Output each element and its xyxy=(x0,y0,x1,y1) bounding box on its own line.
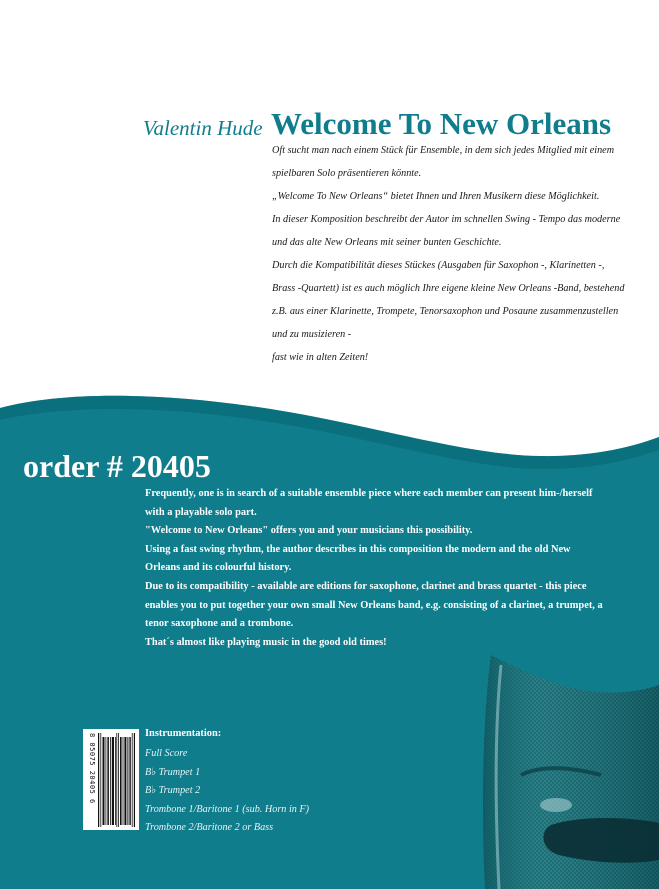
instrument-item: Trombone 1/Baritone 1 (sub. Horn in F) xyxy=(145,803,310,815)
author-name: Valentin Hude xyxy=(143,116,263,140)
german-line: In dieser Komposition beschreibt der Autor im schnellen Swing - Tempo das moderne xyxy=(272,214,621,225)
german-line: und das alte New Orleans mit seiner bunten Geschichte. xyxy=(272,237,502,248)
german-line: Durch die Kompatibilität dieses Stückes (Ausgaben für Saxophon -, Klarinetten -, xyxy=(272,260,605,271)
german-description xyxy=(272,142,652,372)
english-line: enables you to put together your own small New Orleans band, e.g. consisting of a clarinet, a trumpet, a xyxy=(145,599,603,611)
english-line: Using a fast swing rhythm, the author describes in this composition the modern and the old New xyxy=(145,543,571,555)
german-line: „Welcome To New Orleans“ bietet Ihnen und Ihren Musikern diese Möglichkeit. xyxy=(272,191,600,202)
german-line: fast wie in alten Zeiten! xyxy=(272,352,369,363)
german-line: spielbaren Solo präsentieren könnte. xyxy=(272,168,422,179)
instrument-item: Trombone 2/Baritone 2 or Bass xyxy=(145,822,274,833)
english-line: That´s almost like playing music in the good old times! xyxy=(145,636,387,648)
barcode-bars xyxy=(98,733,135,827)
english-line: "Welcome to New Orleans" offers you and your musicians this possibility. xyxy=(145,525,473,537)
english-description xyxy=(145,486,645,653)
german-line: Oft sucht man nach einem Stück für Ensemble, in dem sich jedes Mitglied mit einem xyxy=(272,145,615,156)
piece-title: Welcome To New Orleans xyxy=(271,106,612,141)
valve-highlight xyxy=(540,798,572,812)
german-line: Brass -Quartett) ist es auch möglich Ihre eigene kleine New Orleans -Band, bestehend xyxy=(272,283,625,294)
instrument-item: B♭ Trumpet 1 xyxy=(145,766,201,778)
english-line: Frequently, one is in search of a suitable ensemble piece where each member can present him-/herself xyxy=(145,488,593,499)
barcode-digits: 8 05075 20405 6 xyxy=(88,733,96,804)
english-line: tenor saxophone and a trombone. xyxy=(145,618,294,630)
english-line: Orleans and its colourful history. xyxy=(145,562,292,574)
german-line: z.B. aus einer Klarinette, Trompete, Tenorsaxophon und Posaune zusammenzustellen xyxy=(272,306,619,317)
english-line: with a playable solo part. xyxy=(145,506,257,518)
english-line: Due to its compatibility - available are editions for saxophone, clarinet and brass quartet - this piece xyxy=(145,580,587,592)
german-line: und zu musizieren - xyxy=(272,329,352,340)
instrument-item: B♭ Trumpet 2 xyxy=(145,785,201,796)
instrument-item: Full Score xyxy=(145,748,188,759)
trumpet-bell-illustration xyxy=(481,655,659,889)
instrumentation-list xyxy=(145,746,309,839)
instrumentation-heading: Instrumentation: xyxy=(145,728,222,739)
order-number: order # 20405 xyxy=(23,448,211,484)
